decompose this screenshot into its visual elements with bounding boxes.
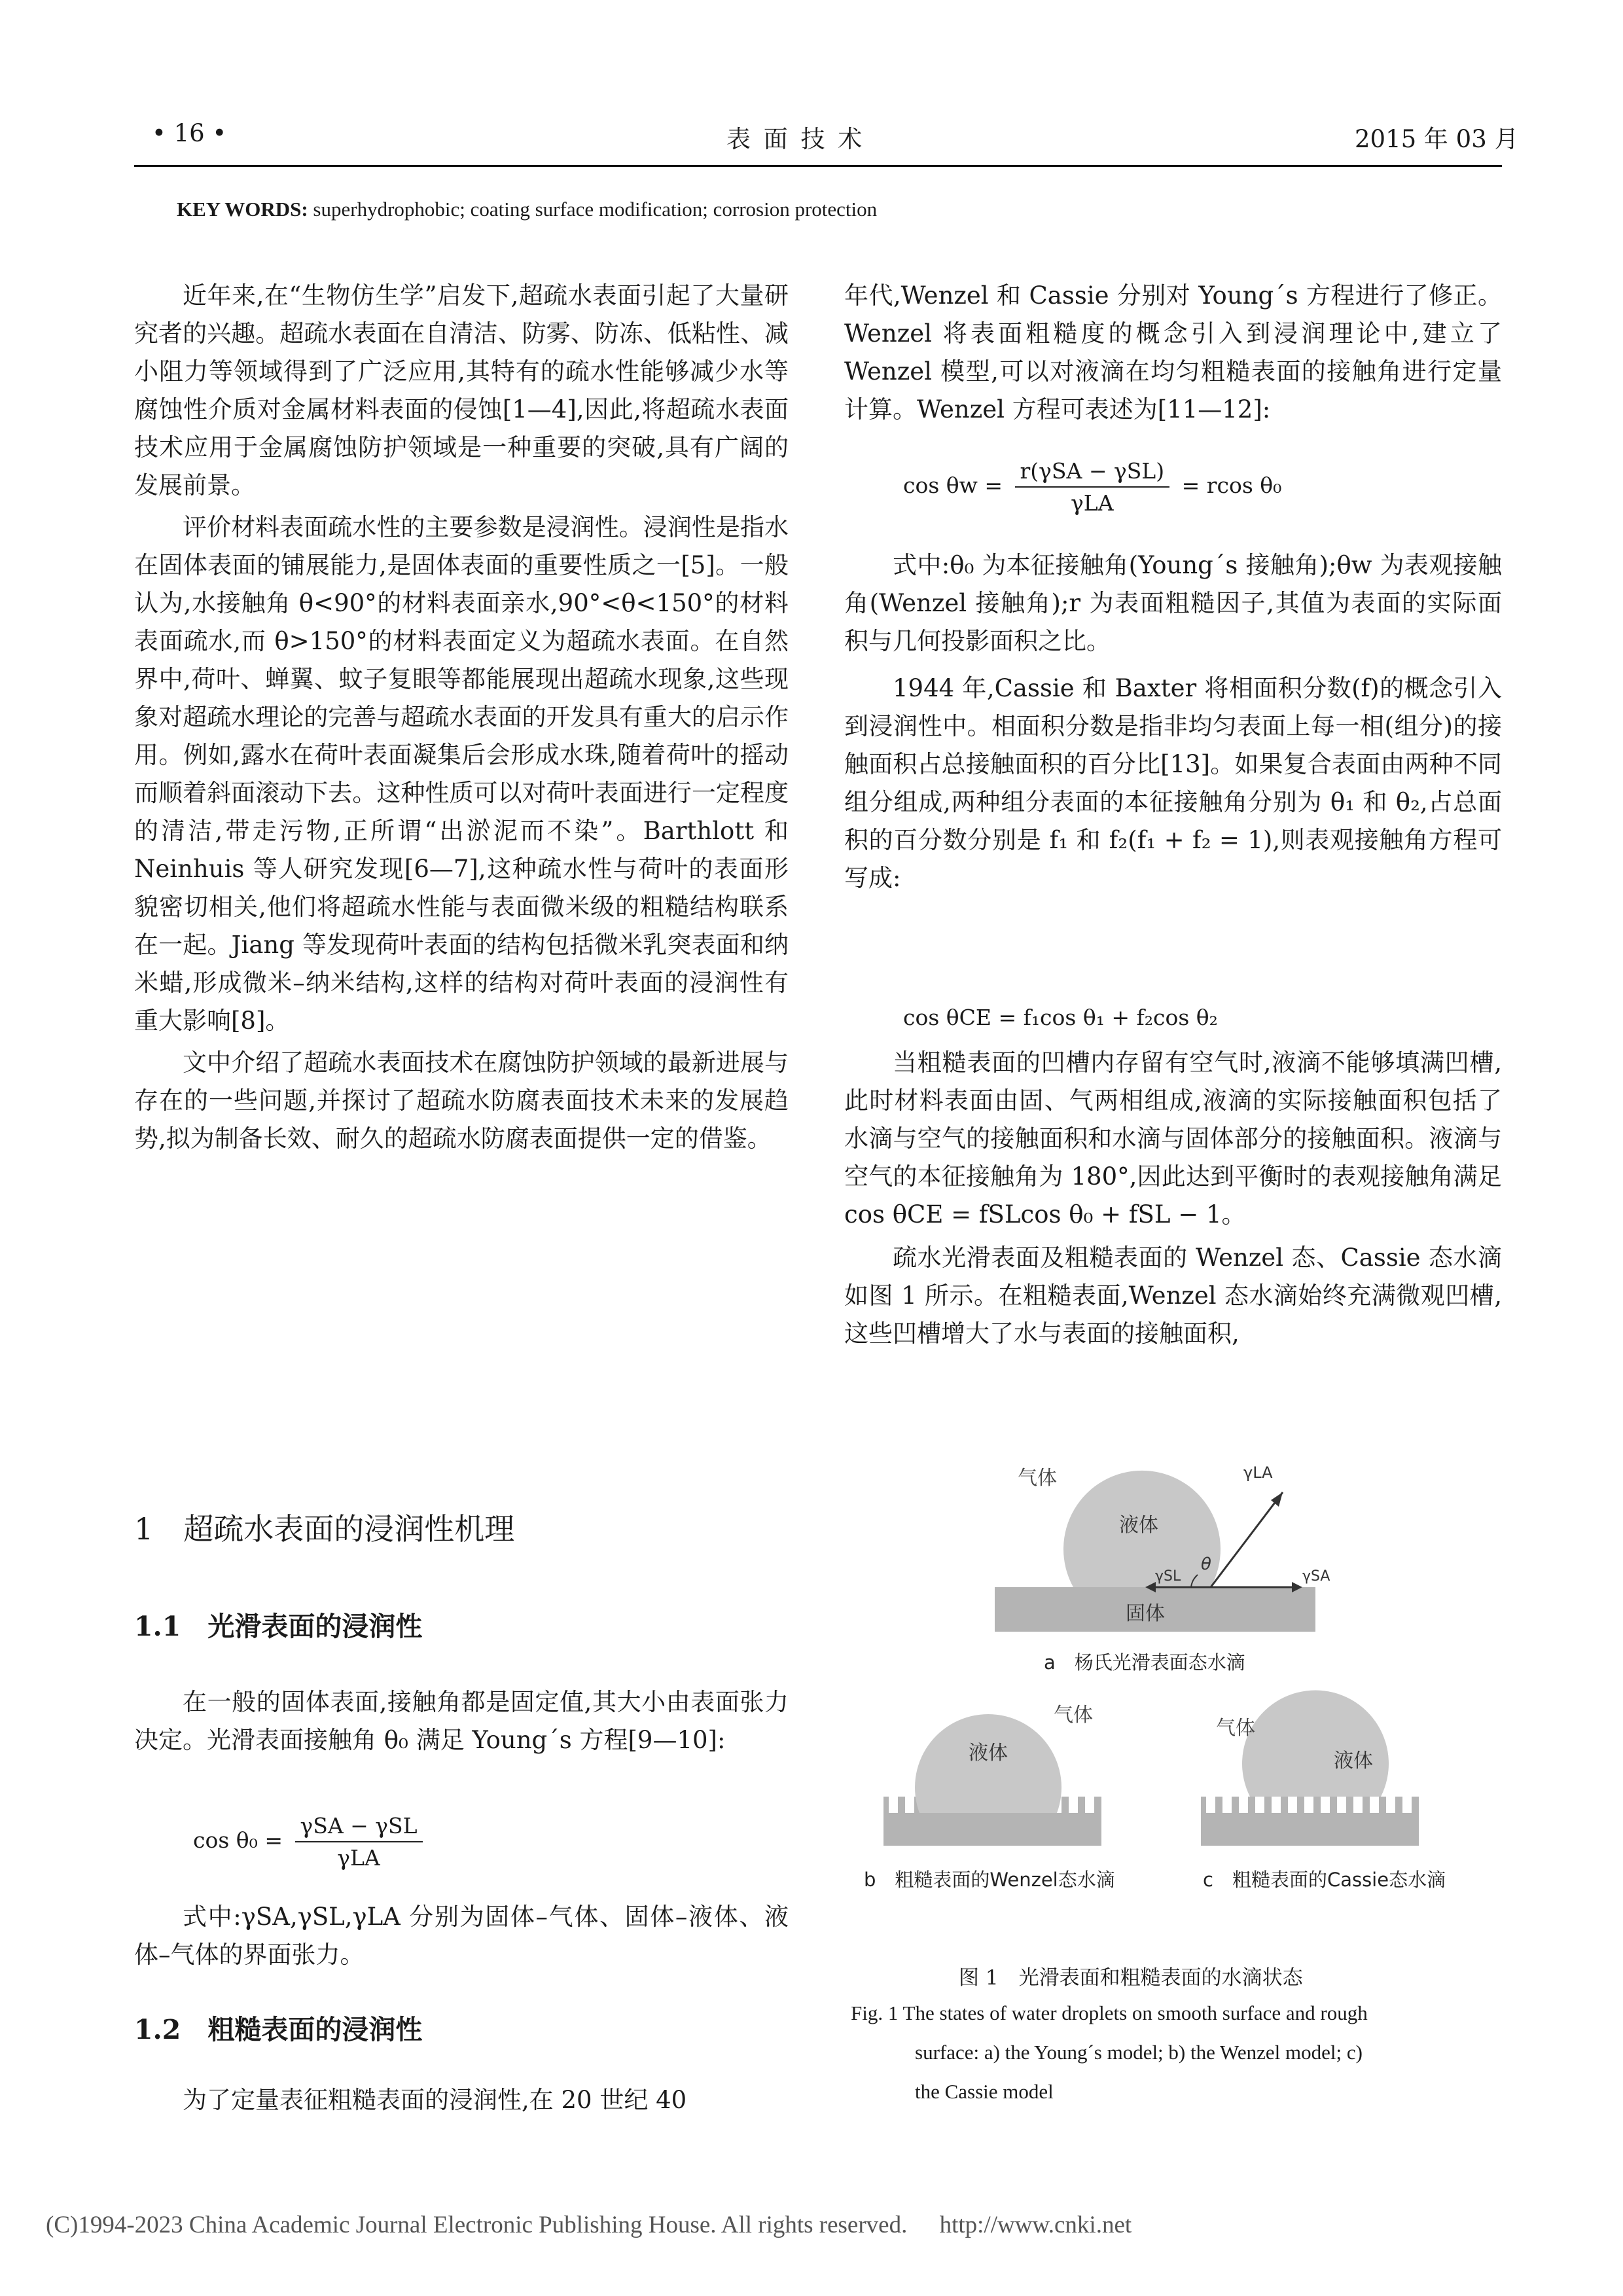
label-liquid-c: 液体 xyxy=(1334,1749,1373,1772)
label-gamma-sl: γSL xyxy=(1155,1568,1181,1585)
figure-1-title-en-line3: the Cassie model xyxy=(915,2080,1054,2103)
label-liquid-a: 液体 xyxy=(1119,1514,1158,1537)
s11-paragraph-1: 在一般的固体表面,接触角都是固定值,其大小由表面张力决定。光滑表面接触角 θ₀ 满足 Young´s 方程[9—10]: xyxy=(134,1688,789,1754)
figure-1a-young-model xyxy=(995,1463,1330,1674)
gamma-la-arrow xyxy=(1211,1492,1283,1587)
right-paragraph-1: 年代,Wenzel 和 Cassie 分别对 Young´s 方程进行了修正。Wenzel 将表面粗糙度的概念引入到浸润理论中,建立了 Wenzel 模型,可以对液滴在均匀粗糙表面的接触角进行定量计算。Wenzel 方程可表述为[11—12]: xyxy=(844,281,1502,423)
copyright-text: (C)1994-2023 China Academic Journal Electronic Publishing House. All rights reserved. xyxy=(46,2212,908,2238)
section-1-heading: 1 超疏水表面的浸润性机理 xyxy=(134,1511,515,1547)
eq2-lhs: cos θw = xyxy=(903,473,1003,498)
label-gas-a: 气体 xyxy=(1018,1467,1057,1490)
eq2-numerator: r(γSA − γSL) xyxy=(1015,458,1170,488)
right-paragraph-4: 当粗糙表面的凹槽内存留有空气时,液滴不能够填满凹槽,此时材料表面由固、气两相组成,液滴的实际接触面积包括了水滴与空气的接触面积和水滴与固体部分的接触面积。液滴与空气的本征接触角为 180°,因此达到平衡时的表观接触角满足 cos θCE = fSLcos θ₀ + fSL − 1。 xyxy=(844,1049,1502,1229)
s12-body xyxy=(134,2081,789,2119)
s11-body-2 xyxy=(134,1898,789,1974)
label-solid-a: 固体 xyxy=(1126,1602,1165,1625)
right-column-low xyxy=(844,1044,1502,1353)
intro-paragraph-1: 近年来,在“生物仿生学”启发下,超疏水表面引起了大量研究者的兴趣。超疏水表面在自清洁、防雾、防冻、低粘性、减小阻力等领域得到了广泛应用,其特有的疏水性能够减少水等腐蚀性介质对金属材料表面的侵蚀[1—4],因此,将超疏水表面技术应用于金属腐蚀防护领域是一种重要的突破,具有广阔的发展前景。 xyxy=(134,281,789,499)
caption-a: a 杨氏光滑表面态水滴 xyxy=(1044,1651,1245,1674)
eq1-lhs: cos θ₀ = xyxy=(193,1827,283,1853)
s12-paragraph-1: 为了定量表征粗糙表面的浸润性,在 20 世纪 40 xyxy=(183,2086,687,2114)
eq1-denominator: γLA xyxy=(337,1845,380,1871)
keywords-label: KEY WORDS: xyxy=(177,198,308,221)
intro-paragraph-2: 评价材料表面疏水性的主要参数是浸润性。浸润性是指水在固体表面的铺展能力,是固体表面的重要性质之一[5]。一般认为,水接触角 θ<90°的材料表面亲水,90°<θ<150°的材料表面疏水,而 θ>150°的材料表面定义为超疏水表面。在自然界中,荷叶、蝉翼、蚊子复眼等都能展现出超疏水现象,这些现象对超疏水理论的完善与超疏水表面的开发具有重大的启示作用。例如,露水在荷叶表面凝集后会形成水珠,随着荷叶的摇动而顺着斜面滚动下去。这种性质可以对荷叶表面进行一定程度的清洁,带走污物,正所谓“出淤泥而不染”。Barthlott 和 Neinhuis 等人研究发现[6—7],这种疏水性与荷叶的表面形貌密切相关,他们将超疏水性能与表面微米级的粗糙结构联系在一起。Jiang 等发现荷叶表面的结构包括微米乳突表面和纳米蜡,形成微米–纳米结构,这样的结构对荷叶表面的浸润性有重大影响[8]。 xyxy=(134,513,789,1035)
label-gas-c: 气体 xyxy=(1216,1717,1255,1740)
equation-wenzel xyxy=(903,458,1281,516)
figure-1-title-cn: 图 1 光滑表面和粗糙表面的水滴状态 xyxy=(959,1966,1303,1990)
section-1-2-heading: 1.2 粗糙表面的浸润性 xyxy=(134,2014,423,2045)
eq2-denominator: γLA xyxy=(1071,490,1114,516)
right-paragraph-5: 疏水光滑表面及粗糙表面的 Wenzel 态、Cassie 态水滴如图 1 所示。在粗糙表面,Wenzel 态水滴始终充满微观凹槽,这些凹槽增大了水与表面的接触面积, xyxy=(844,1244,1502,1348)
eq1-fraction xyxy=(295,1813,423,1871)
figure-1-title-en-line1: Fig. 1 The states of water droplets on smooth surface and rough xyxy=(851,2001,1368,2024)
intro-paragraph-3: 文中介绍了超疏水表面技术在腐蚀防护领域的最新进展与存在的一些问题,并探讨了超疏水防腐表面技术未来的发展趋势,拟为制备长效、耐久的超疏水防腐表面提供一定的借鉴。 xyxy=(134,1049,789,1153)
keywords-text: superhydrophobic; coating surface modification; corrosion protection xyxy=(313,198,878,221)
eq1-numerator: γSA − γSL xyxy=(295,1813,423,1842)
eq2-fraction xyxy=(1015,458,1170,516)
equation-young xyxy=(193,1813,428,1871)
eq2-rhs: = rcos θ₀ xyxy=(1181,473,1282,498)
caption-b: b 粗糙表面的Wenzel态水滴 xyxy=(864,1869,1115,1891)
right-paragraph-2: 式中:θ₀ 为本征接触角(Young´s 接触角);θw 为表观接触角(Wenzel 接触角);r 为表面粗糙因子,其值为表面的实际面积与几何投影面积之比。 xyxy=(844,551,1502,655)
right-column-mid xyxy=(844,547,1502,897)
label-theta: θ xyxy=(1201,1554,1211,1574)
equation-cassie: cos θCE = f₁cos θ₁ + f₂cos θ₂ xyxy=(903,1005,1218,1030)
figure-1c-cassie-model xyxy=(1201,1691,1446,1891)
page-number: • 16 • xyxy=(152,119,227,147)
right-paragraph-3: 1944 年,Cassie 和 Baxter 将相面积分数(f)的概念引入到浸润性中。相面积分数是指非均匀表面上每一相(组分)的接触面积占总接触面积的百分比[13]。如果复合表面由两种不同组分组成,两种组分表面的本征接触角分别为 θ₁ 和 θ₂,占总面积的百分数分别是 f₁ 和 f₂(f₁ + f₂ = 1),则表观接触角方程可写成: xyxy=(844,674,1502,892)
header-rule xyxy=(134,165,1502,167)
right-column-top xyxy=(844,277,1502,429)
section-1-1-body xyxy=(134,1683,789,1759)
footer xyxy=(46,2211,1132,2239)
rough-substrate-c xyxy=(1201,1797,1419,1846)
figure-1b-wenzel-model xyxy=(864,1704,1115,1891)
droplet-cassie xyxy=(1242,1691,1389,1797)
keywords xyxy=(177,198,877,221)
label-gamma-la: γLA xyxy=(1243,1463,1273,1482)
label-gamma-sa: γSA xyxy=(1302,1568,1330,1585)
cnki-link[interactable]: http://www.cnki.net xyxy=(939,2212,1132,2238)
s11-paragraph-2: 式中:γSA,γSL,γLA 分别为固体–气体、固体–液体、液体–气体的界面张力。 xyxy=(134,1903,789,1969)
left-column xyxy=(134,277,789,1158)
figure-1 xyxy=(844,1446,1502,1931)
figure-1-title-en-line2: surface: a) the Young´s model; b) the Wenzel model; c) xyxy=(915,2041,1363,2064)
section-1-1-heading: 1.1 光滑表面的浸润性 xyxy=(134,1611,423,1642)
caption-c: c 粗糙表面的Cassie态水滴 xyxy=(1203,1869,1446,1891)
label-liquid-b: 液体 xyxy=(969,1742,1008,1765)
issue-date: 2015 年 03 月 xyxy=(1355,125,1519,153)
label-gas-b: 气体 xyxy=(1054,1704,1093,1727)
journal-title: 表 面 技 术 xyxy=(726,125,865,153)
